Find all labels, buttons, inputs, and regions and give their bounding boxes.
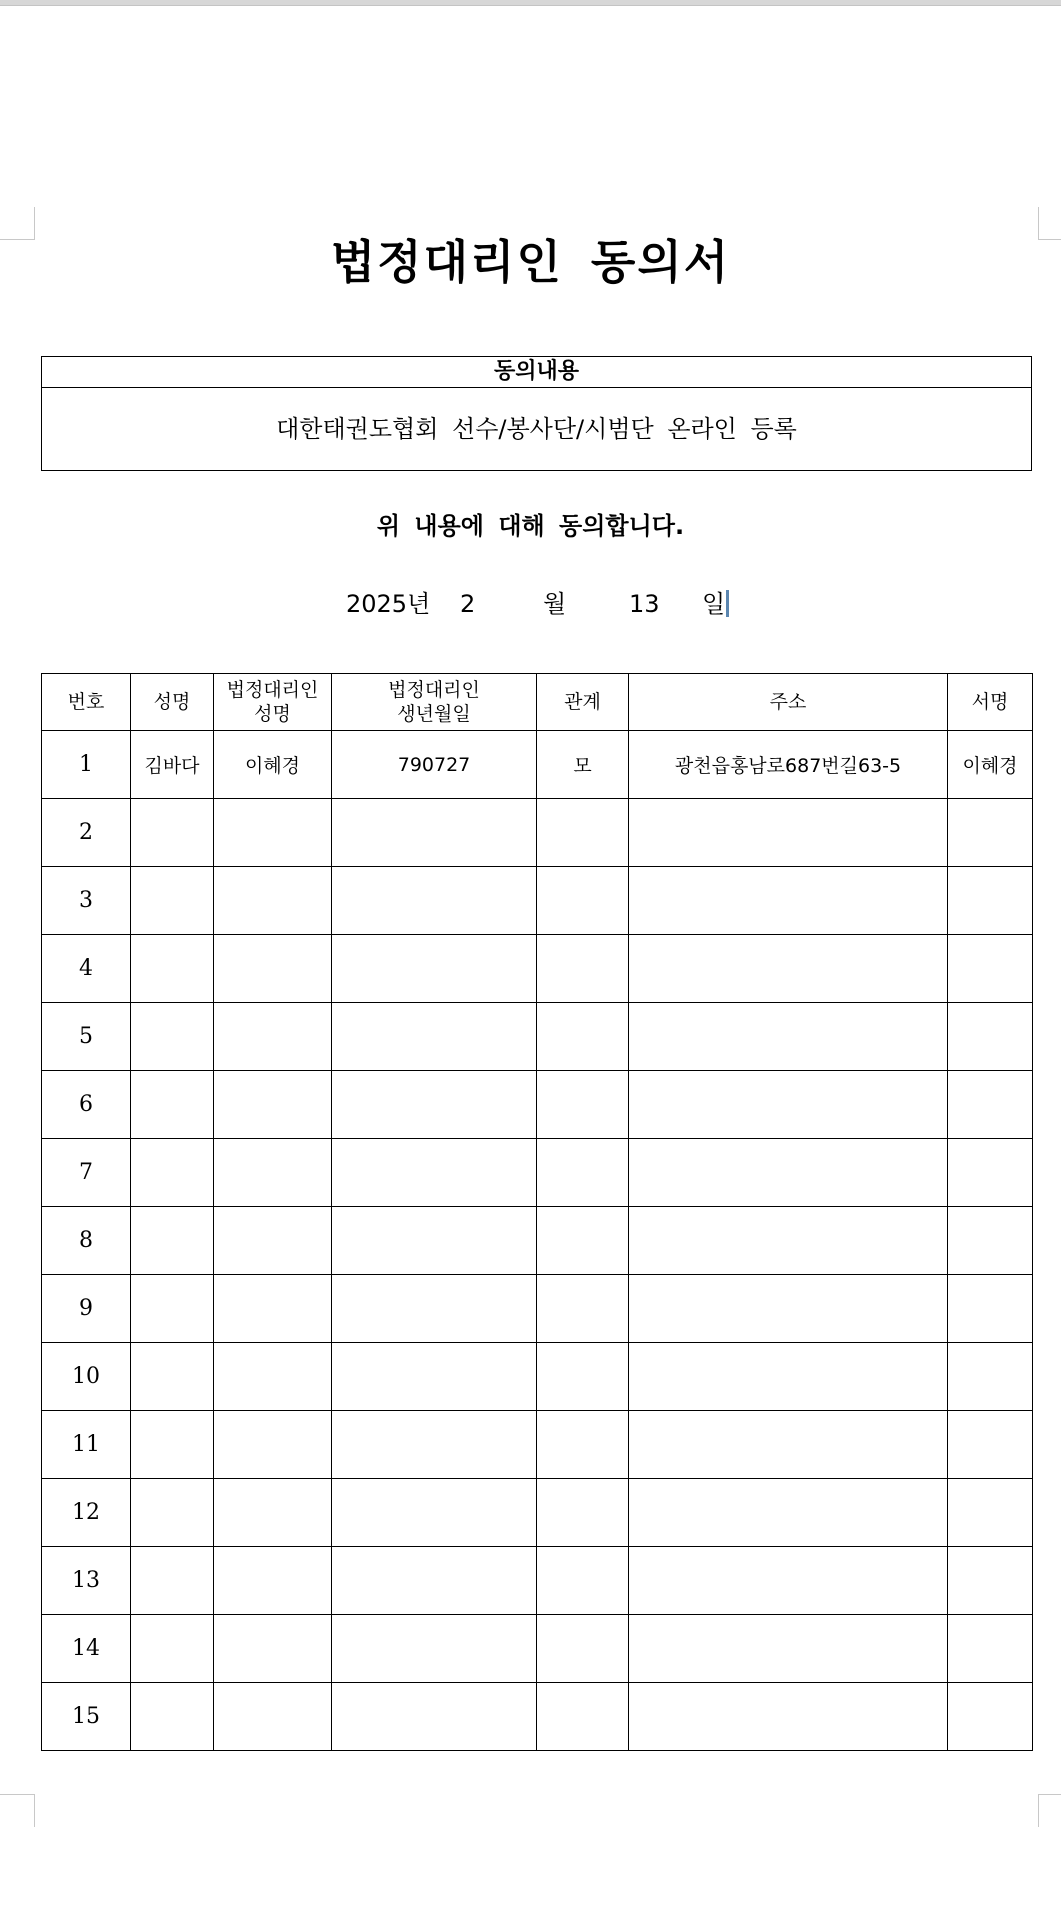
cell-number[interactable]: 10: [42, 1343, 131, 1411]
header-guardian-name-line2: 성명: [254, 703, 291, 725]
cell-address[interactable]: [629, 1411, 948, 1479]
table-row: [42, 1003, 1033, 1071]
cell-name[interactable]: 김바다: [131, 731, 214, 799]
cell-number[interactable]: 5: [42, 1003, 131, 1071]
cell-signature[interactable]: [948, 935, 1033, 1003]
cell-number[interactable]: 9: [42, 1275, 131, 1343]
cell-guardian-birth[interactable]: [332, 1411, 537, 1479]
cell-signature[interactable]: [948, 1139, 1033, 1207]
cell-guardian-birth[interactable]: [332, 1343, 537, 1411]
crop-mark-bottom-right: [1038, 1794, 1061, 1827]
cell-guardian-name[interactable]: [214, 1071, 332, 1139]
cell-guardian-name[interactable]: 이혜경: [214, 731, 332, 799]
cell-guardian-name[interactable]: [214, 1343, 332, 1411]
cell-relation[interactable]: [537, 1003, 629, 1071]
table-row: [42, 731, 1033, 799]
cell-number[interactable]: 15: [42, 1683, 131, 1751]
header-guardian-name[interactable]: [214, 674, 332, 731]
cell-signature[interactable]: [948, 1479, 1033, 1547]
cell-name[interactable]: [131, 1275, 214, 1343]
cell-address[interactable]: [629, 799, 948, 867]
table-row: [42, 1683, 1033, 1751]
cell-guardian-name[interactable]: [214, 1139, 332, 1207]
table-row: [42, 799, 1033, 867]
cell-guardian-birth[interactable]: [332, 1003, 537, 1071]
cell-relation[interactable]: [537, 1479, 629, 1547]
cell-name[interactable]: [131, 1547, 214, 1615]
cell-guardian-name[interactable]: [214, 1479, 332, 1547]
cell-number[interactable]: 4: [42, 935, 131, 1003]
cell-number[interactable]: 12: [42, 1479, 131, 1547]
cell-name[interactable]: [131, 799, 214, 867]
cell-address[interactable]: [629, 1547, 948, 1615]
cell-relation[interactable]: [537, 1139, 629, 1207]
cell-guardian-name[interactable]: [214, 1683, 332, 1751]
cell-address[interactable]: [629, 1615, 948, 1683]
cell-number[interactable]: 2: [42, 799, 131, 867]
cell-relation[interactable]: [537, 1547, 629, 1615]
cell-address[interactable]: [629, 1275, 948, 1343]
header-relation[interactable]: 관계: [537, 674, 629, 731]
date-month-unit[interactable]: 월: [543, 590, 567, 618]
table-row: [42, 935, 1033, 1003]
cell-address[interactable]: [629, 1139, 948, 1207]
cell-relation[interactable]: [537, 867, 629, 935]
consent-content[interactable]: 대한태권도협회 선수/봉사단/시범단 온라인 등록: [276, 415, 797, 443]
agree-statement[interactable]: 위 내용에 대해 동의합니다.: [376, 512, 685, 540]
cell-number[interactable]: 13: [42, 1547, 131, 1615]
cell-relation[interactable]: [537, 1683, 629, 1751]
cell-name[interactable]: [131, 1207, 214, 1275]
table-row: [42, 1275, 1033, 1343]
text-cursor: [726, 590, 729, 617]
table-row: [42, 1479, 1033, 1547]
cell-number[interactable]: 8: [42, 1207, 131, 1275]
cell-guardian-name[interactable]: [214, 1003, 332, 1071]
cell-guardian-birth[interactable]: 790727: [332, 731, 537, 799]
guardian-roster-table[interactable]: [41, 673, 1033, 1751]
cell-guardian-birth[interactable]: [332, 867, 537, 935]
cell-address[interactable]: [629, 1683, 948, 1751]
table-row: [42, 1615, 1033, 1683]
cell-signature[interactable]: [948, 1615, 1033, 1683]
date-line[interactable]: [0, 584, 1061, 624]
cell-number[interactable]: 7: [42, 1139, 131, 1207]
header-signature[interactable]: 서명: [948, 674, 1033, 731]
cell-address[interactable]: [629, 935, 948, 1003]
cell-address[interactable]: [629, 1343, 948, 1411]
cell-guardian-birth[interactable]: [332, 799, 537, 867]
cell-signature[interactable]: [948, 1003, 1033, 1071]
cell-relation[interactable]: [537, 1411, 629, 1479]
cell-address[interactable]: [629, 1479, 948, 1547]
cell-guardian-birth[interactable]: [332, 1207, 537, 1275]
table-row: [42, 1071, 1033, 1139]
cell-address[interactable]: [629, 1071, 948, 1139]
cell-guardian-name[interactable]: [214, 799, 332, 867]
cell-relation[interactable]: [537, 1071, 629, 1139]
date-year[interactable]: 2025년: [346, 590, 431, 618]
cell-guardian-name[interactable]: [214, 1207, 332, 1275]
crop-mark-bottom-left: [0, 1794, 35, 1827]
cell-guardian-birth[interactable]: [332, 1139, 537, 1207]
consent-content-box[interactable]: [41, 356, 1032, 471]
cell-name[interactable]: [131, 1683, 214, 1751]
cell-name[interactable]: [131, 1071, 214, 1139]
cell-guardian-birth[interactable]: [332, 1615, 537, 1683]
cell-guardian-name[interactable]: [214, 1615, 332, 1683]
cell-relation[interactable]: 모: [537, 731, 629, 799]
cell-address[interactable]: [629, 867, 948, 935]
consent-heading[interactable]: 동의내용: [42, 357, 1031, 388]
cell-number[interactable]: 14: [42, 1615, 131, 1683]
document-title[interactable]: 법정대리인 동의서: [330, 235, 731, 289]
cell-name[interactable]: [131, 1139, 214, 1207]
cell-signature[interactable]: [948, 1275, 1033, 1343]
cell-relation[interactable]: [537, 799, 629, 867]
cell-address[interactable]: [629, 1207, 948, 1275]
cell-signature[interactable]: [948, 799, 1033, 867]
cell-signature[interactable]: 이혜경: [948, 731, 1033, 799]
cell-name[interactable]: [131, 1343, 214, 1411]
cell-guardian-birth[interactable]: [332, 1547, 537, 1615]
cell-guardian-birth[interactable]: [332, 935, 537, 1003]
cell-relation[interactable]: [537, 1615, 629, 1683]
header-guardian-birth-line2: 생년월일: [397, 703, 471, 725]
cell-signature[interactable]: [948, 867, 1033, 935]
cell-guardian-birth[interactable]: [332, 1683, 537, 1751]
cell-address[interactable]: [629, 1003, 948, 1071]
cell-guardian-birth[interactable]: [332, 1071, 537, 1139]
cell-address[interactable]: 광천읍홍남로687번길63-5: [629, 731, 948, 799]
cell-name[interactable]: [131, 1003, 214, 1071]
cell-number[interactable]: 6: [42, 1071, 131, 1139]
header-guardian-birth[interactable]: [332, 674, 537, 731]
table-row: [42, 1343, 1033, 1411]
header-number[interactable]: 번호: [42, 674, 131, 731]
cell-signature[interactable]: [948, 1343, 1033, 1411]
cell-relation[interactable]: [537, 1207, 629, 1275]
table-row: [42, 1411, 1033, 1479]
cell-guardian-birth[interactable]: [332, 1275, 537, 1343]
cell-relation[interactable]: [537, 1275, 629, 1343]
cell-signature[interactable]: [948, 1683, 1033, 1751]
cell-guardian-name[interactable]: [214, 1547, 332, 1615]
cell-guardian-name[interactable]: [214, 1275, 332, 1343]
cell-guardian-name[interactable]: [214, 935, 332, 1003]
table-row: [42, 1139, 1033, 1207]
date-month-value[interactable]: 2: [460, 590, 476, 618]
cell-number[interactable]: 11: [42, 1411, 131, 1479]
table-row: [42, 867, 1033, 935]
table-header-row: [42, 674, 1033, 731]
cell-name[interactable]: [131, 867, 214, 935]
cell-guardian-name[interactable]: [214, 1411, 332, 1479]
cell-relation[interactable]: [537, 935, 629, 1003]
cell-number[interactable]: 3: [42, 867, 131, 935]
cell-signature[interactable]: [948, 1207, 1033, 1275]
header-name[interactable]: 성명: [131, 674, 214, 731]
cell-relation[interactable]: [537, 1343, 629, 1411]
cell-signature[interactable]: [948, 1411, 1033, 1479]
table-row: [42, 1547, 1033, 1615]
cell-guardian-name[interactable]: [214, 867, 332, 935]
cell-name[interactable]: [131, 1479, 214, 1547]
header-guardian-birth-line1: 법정대리인: [388, 679, 480, 701]
table-row: [42, 1207, 1033, 1275]
date-day-value[interactable]: 13: [629, 590, 660, 618]
cell-signature[interactable]: [948, 1071, 1033, 1139]
cell-guardian-birth[interactable]: [332, 1479, 537, 1547]
cell-signature[interactable]: [948, 1547, 1033, 1615]
header-guardian-name-line1: 법정대리인: [226, 679, 319, 701]
cell-name[interactable]: [131, 1615, 214, 1683]
cell-name[interactable]: [131, 935, 214, 1003]
date-day-unit[interactable]: 일: [702, 590, 726, 618]
cell-number[interactable]: 1: [42, 731, 131, 799]
header-address[interactable]: 주소: [629, 674, 948, 731]
cell-name[interactable]: [131, 1411, 214, 1479]
